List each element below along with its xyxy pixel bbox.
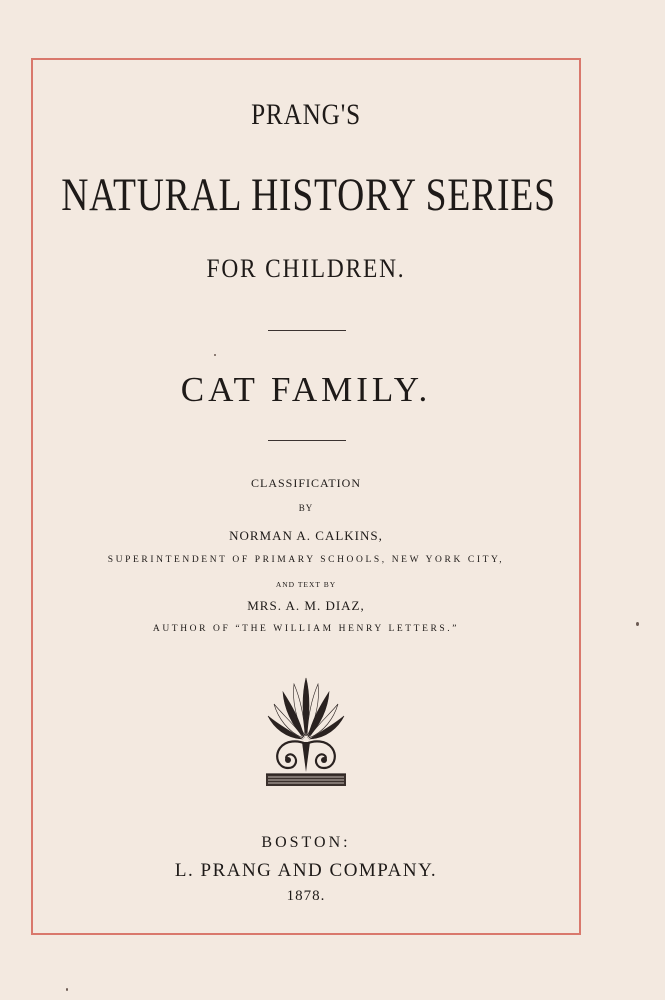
anthemion-ornament-icon (262, 676, 350, 790)
divider-rule-top (268, 330, 346, 331)
author-1-role: SUPERINTENDENT OF PRIMARY SCHOOLS, NEW YORK CITY, (107, 555, 505, 565)
classification-label: CLASSIFICATION (250, 476, 361, 490)
paper-speck (214, 354, 216, 356)
author-2-role: AUTHOR OF “THE WILLIAM HENRY LETTERS.” (152, 624, 460, 634)
by-label: BY (298, 503, 314, 513)
divider-rule-bottom (268, 440, 346, 441)
paper-speck (636, 622, 639, 626)
author-2-name: MRS. A. M. DIAZ, (247, 598, 365, 613)
paper-speck (66, 988, 68, 991)
title-line-2: NATURAL HISTORY SERIES (61, 169, 556, 221)
title-line-3: FOR CHILDREN. (206, 254, 406, 283)
subject-title: CAT FAMILY. (180, 370, 432, 409)
title-line-1: PRANG'S (251, 98, 361, 131)
imprint-year: 1878. (286, 888, 326, 904)
imprint-publisher: L. PRANG AND COMPANY. (174, 860, 438, 881)
and-text-by-label: AND TEXT BY (275, 580, 337, 589)
author-1-name: NORMAN A. CALKINS, (229, 528, 383, 543)
imprint-city: BOSTON: (261, 834, 351, 851)
